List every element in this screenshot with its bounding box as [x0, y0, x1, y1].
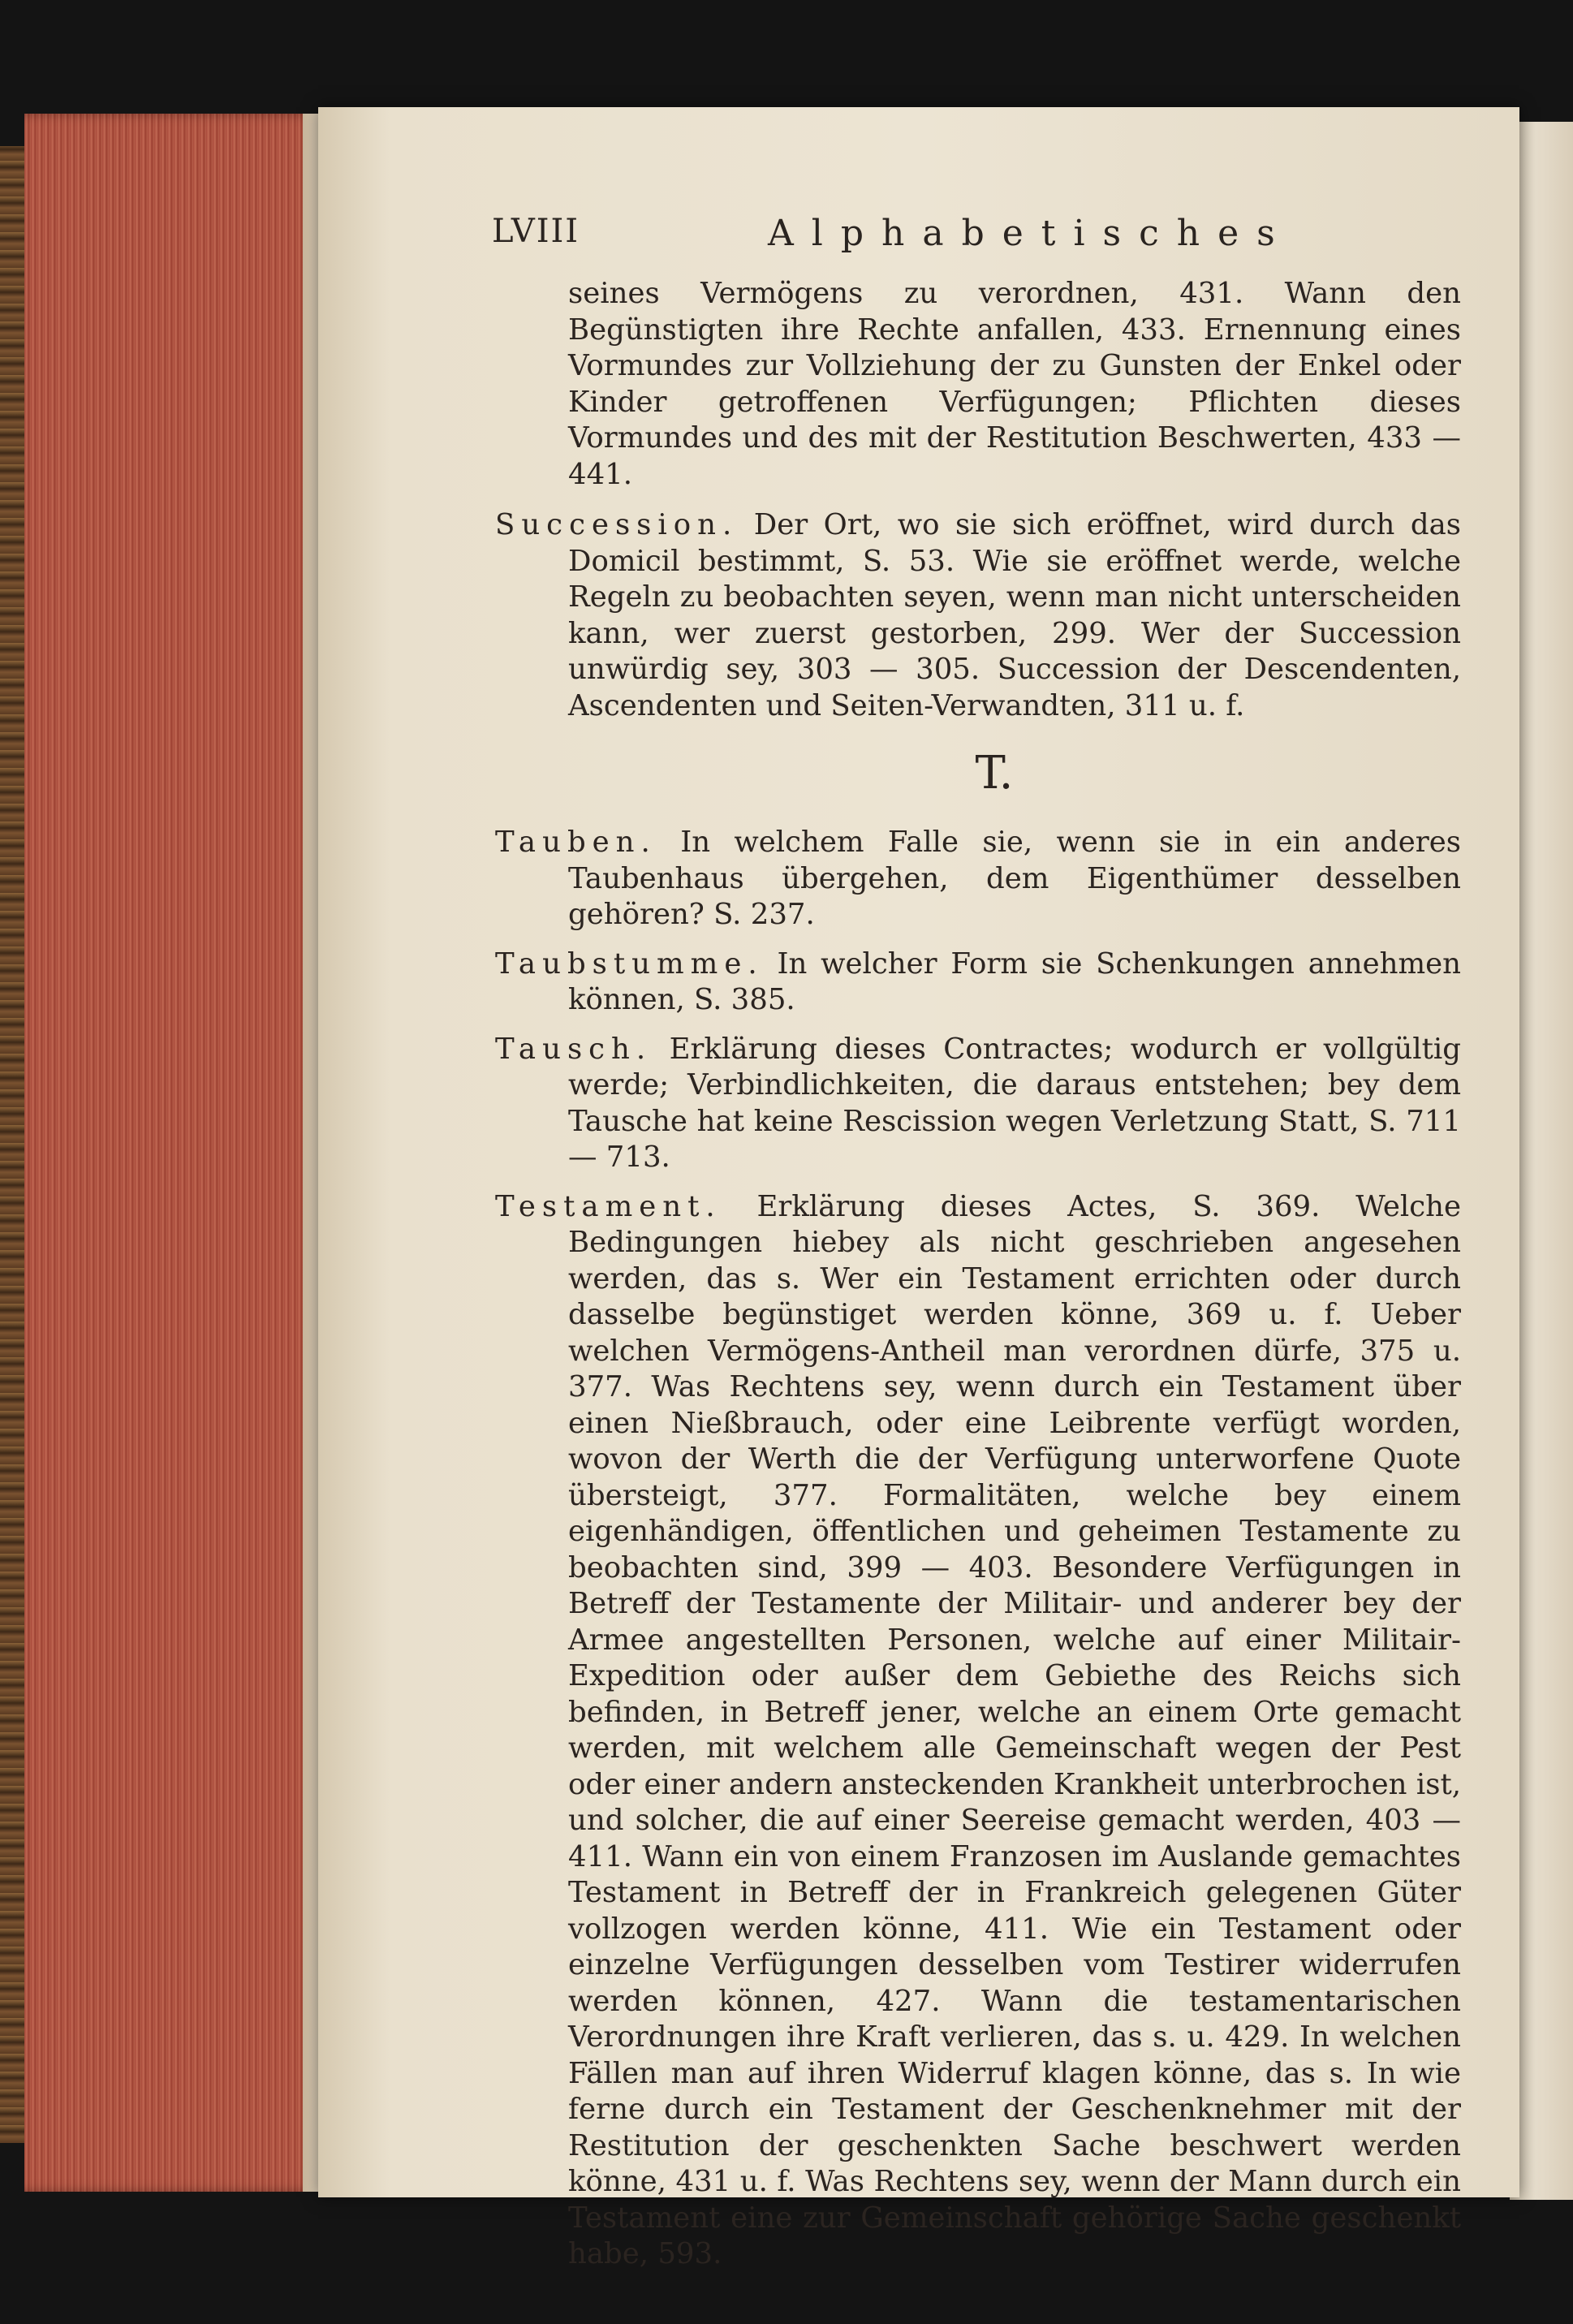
entry-text: Erklärung dieses Contractes; wodurch er vollgültig werde; Verbindlichkeiten, die daraus entstehen; bey dem Tausche hat keine Rescission wegen Verletzung Statt, S. 711 — 713. [568, 1032, 1461, 1174]
entry-text: Erklärung dieses Actes, S. 369. Welche Bedingungen hiebey als nicht geschrieben angesehen werden, das s. Wer ein Testament errichten oder durch dasselbe begünstiget werden könne, 369 u. f. Ueber welchen Vermögens-Antheil man verordnen dürfe, 375 u. 377. Was Rechtens sey, wenn durch ein Testament über einen Nießbrauch, oder eine Leibrente verfügt worden, wovon der Werth die der Verfügung unterworfene Quote übersteigt, 377. Formalitäten, welche bey einem eigenhändigen, öffentlichen und geheimen Testamente zu beobachten sind, 399 — 403. Besondere Verfügungen in Betreff der Testamente der Militair- und anderer bey der Armee angestellten Personen, welche auf einer Militair-Expedition oder außer dem Gebiethe des Reichs sich befinden, in Betreff jener, welche an einem Orte gemacht werden, mit welchem alle Gemeinschaft wegen der Pest oder einer andern ansteckenden Krankheit unterbrochen ist, und solcher, die auf einer Seereise gemacht werden, 403 — 411. Wann ein von einem Franzosen im Auslande gemachtes Testament in Betreff der in Frankreich gelegenen Güter vollzogen werden könne, 411. Wie ein Testament oder einzelne Verfügungen desselben vom Testirer widerrufen werden können, 427. Wann die testamentarischen Verordnungen ihre Kraft verlieren, das s. u. 429. In welchen Fällen man auf ihren Widerruf klagen könne, das s. In wie ferne durch ein Testament der Geschenknehmer mit der Restitution der geschenkten Sache beschwert werden könne, 431 u. f. Was Rechtens sey, wenn der Mann durch ein Testament eine zur Gemeinschaft gehörige Sache geschenkt habe, 593. [568, 1189, 1461, 2270]
index-text [495, 276, 1461, 2286]
continuation-paragraph: seines Vermögens zu verordnen, 431. Wann den Begünstigten ihre Rechte anfallen, 433. Ernennung eines Vormundes zur Vollziehung der zu Gunsten der Enkel oder Kinder getroffenen Verfügungen; Pflichten dieses Vormundes und des mit der Restitution Beschwerten, 433 — 441. [568, 277, 1461, 491]
entry-lemma: Testament. [495, 1189, 722, 1223]
entry-lemma: Tausch. [495, 1032, 653, 1066]
entry-text: In welcher Form sie Schenkungen annehmen können, S. 385. [568, 946, 1461, 1016]
section-letter: T. [975, 747, 1014, 800]
page-number: LVIII [492, 213, 580, 250]
index-entry-tauben [495, 825, 1461, 933]
index-entry-tausch [495, 1032, 1461, 1176]
page-edges-red [24, 114, 321, 2192]
entry-lemma: Succession. [495, 508, 739, 541]
entry-lemma: Tauben. [495, 826, 657, 859]
index-entry-taubstumme [495, 946, 1461, 1019]
entry-text: Der Ort, wo sie sich eröffnet, wird durch das Domicil bestimmt, S. 53. Wie sie eröffnet werde, welche Regeln zu beobachten seyen, wenn man nicht unterscheiden kann, wer zuerst gestorben, 299. Wer der Succession unwürdig sey, 303 — 305. Succession der Descendenten, Ascendenten und Seiten-Verwandten, 311 u. f. [568, 508, 1461, 722]
entry-lemma: Taubstumme. [495, 946, 764, 981]
index-entry-succession [495, 507, 1461, 724]
page-title: Alphabetisches [768, 213, 1293, 254]
index-entry-testament [495, 1189, 1461, 2273]
entry-text: In welchem Falle sie, wenn sie in ein anderes Taubenhaus übergehen, dem Eigenthümer desselben gehören? S. 237. [568, 826, 1461, 931]
running-head [492, 213, 1466, 261]
